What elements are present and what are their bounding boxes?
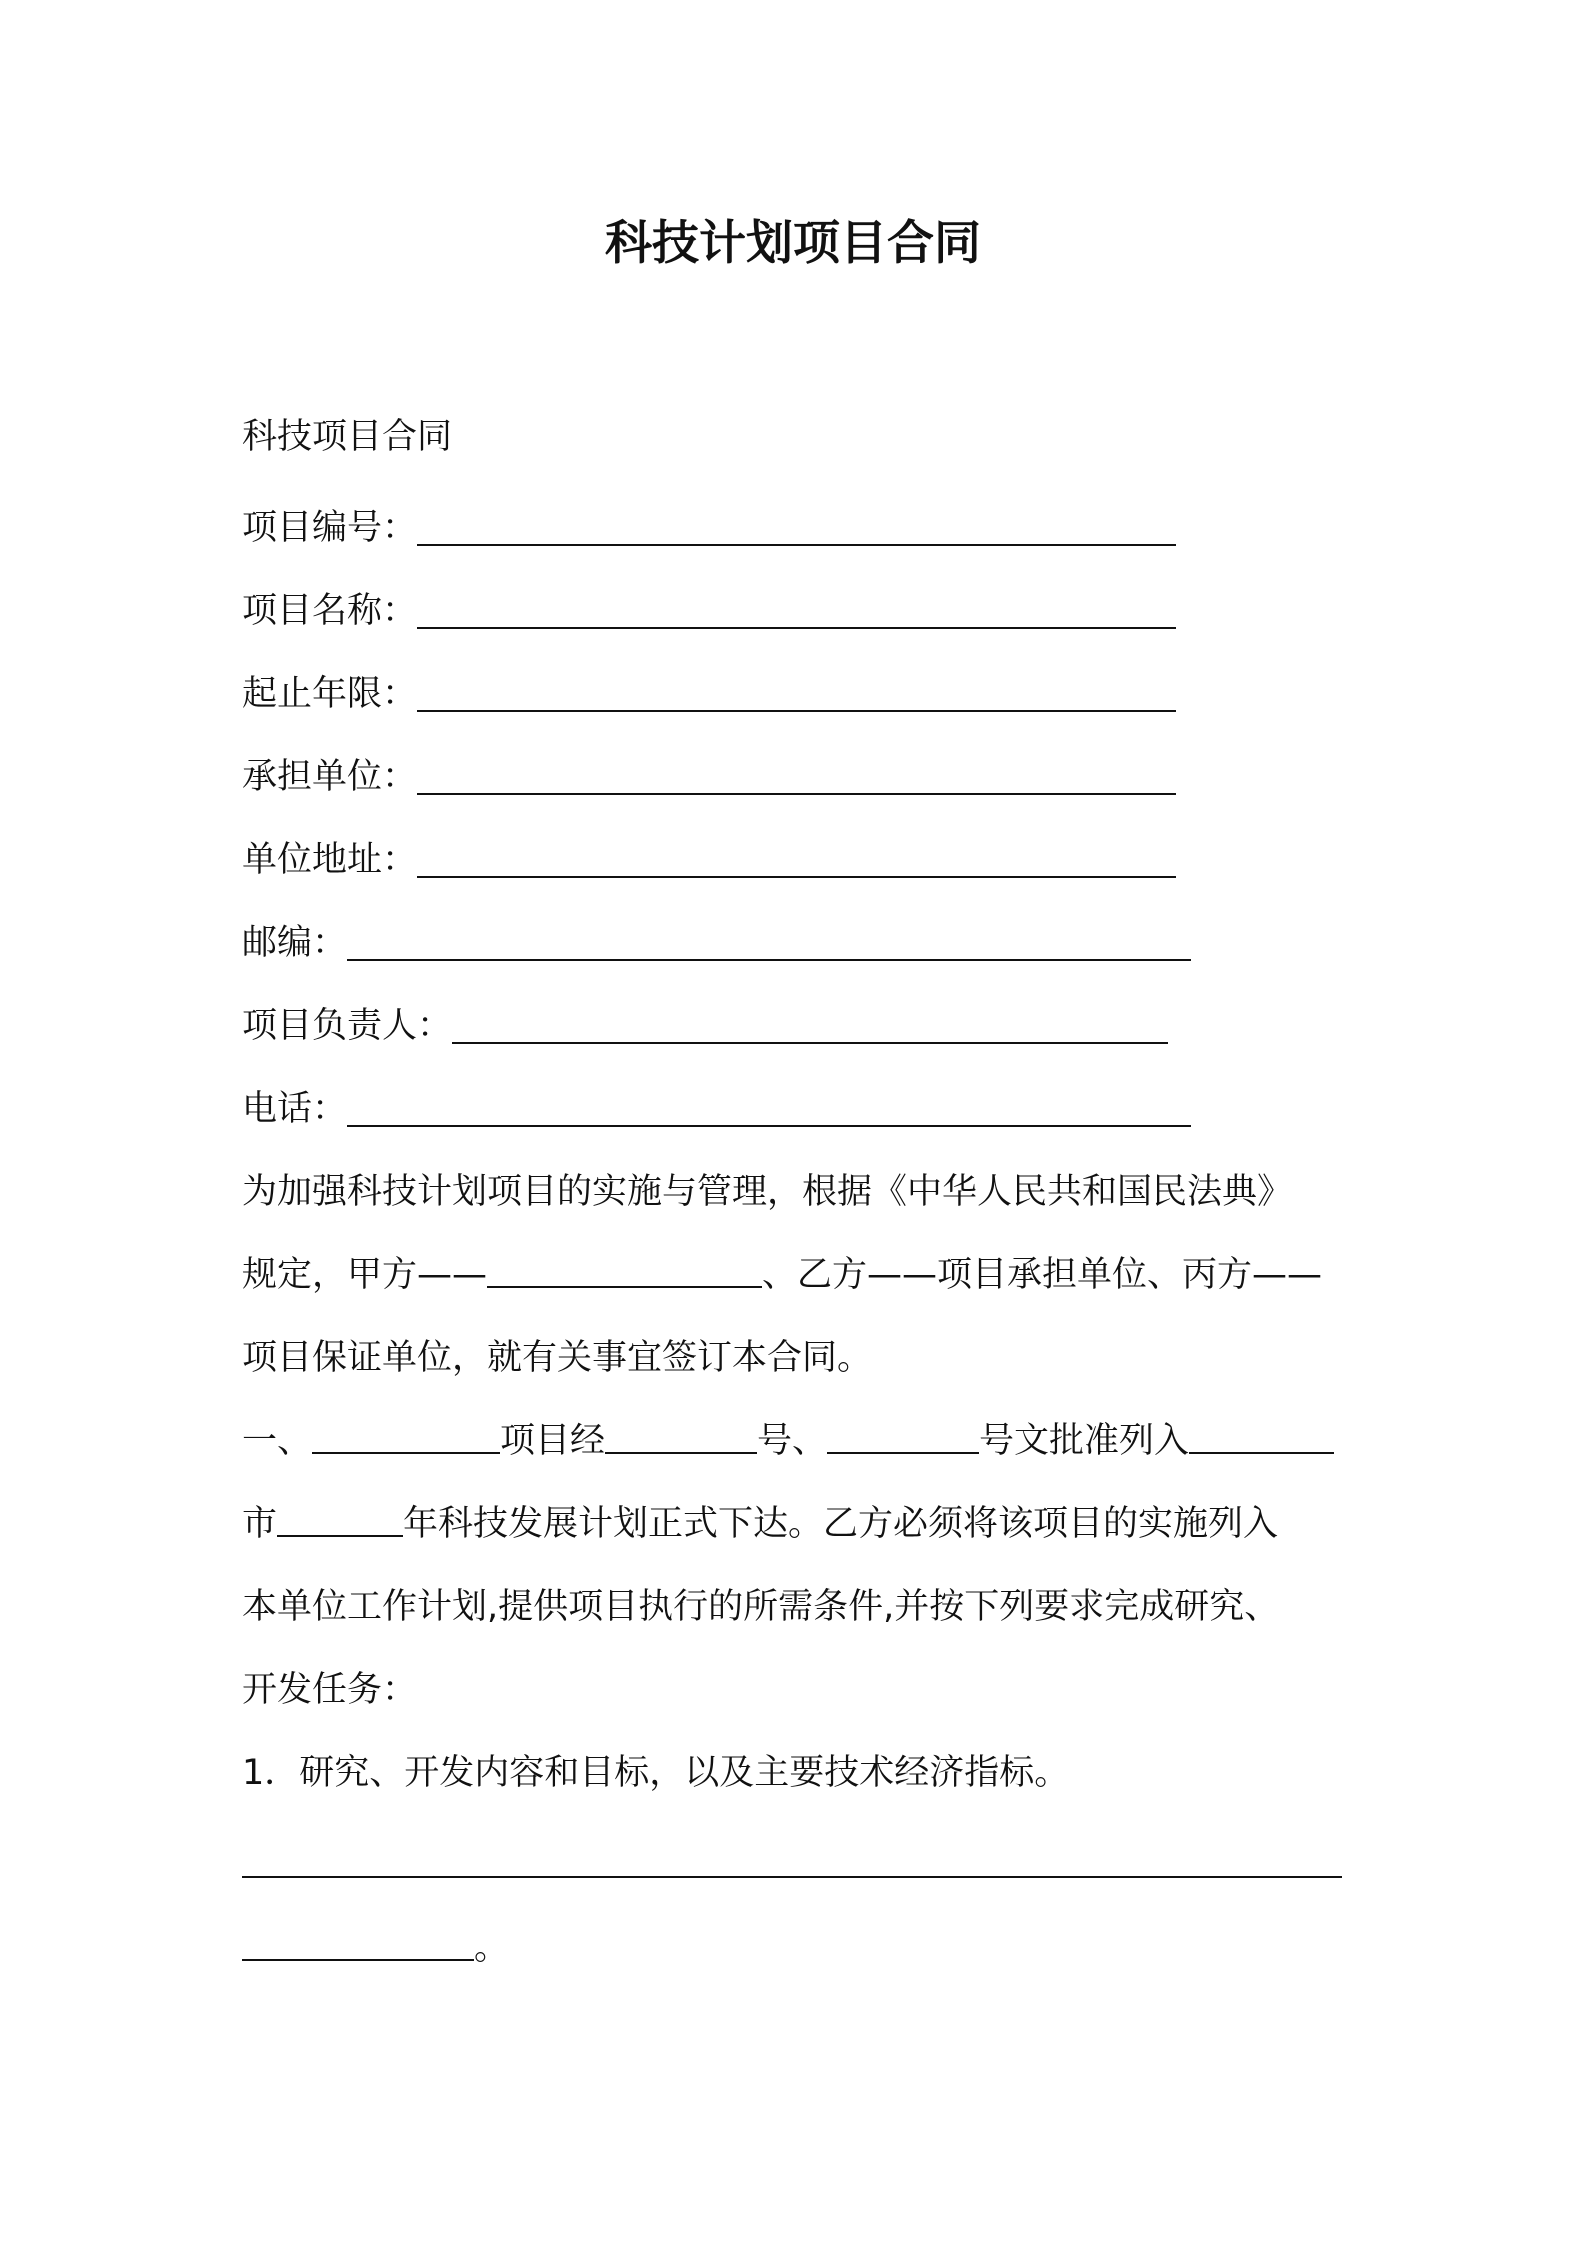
field-label: 项目编号： [242,508,418,548]
field-project-name [242,586,1362,636]
field-label: 承担单位： [242,757,418,797]
intro-line-2-part-a: 规定，甲方—— [242,1255,488,1295]
approval-blank-2[interactable] [605,1452,757,1454]
item1-end-mark: 。 [474,1928,510,1968]
intro-line-3: 项目保证单位，就有关事宜签订本合同。 [242,1338,873,1378]
unit-address-blank[interactable] [417,876,1176,878]
approval-blank-1[interactable] [312,1452,500,1454]
section1-text-b: 项目经 [500,1421,606,1461]
field-label: 项目负责人： [242,1006,453,1046]
field-undertaking-unit [242,752,1362,802]
phone-blank[interactable] [347,1125,1191,1127]
item1-answer-line-2 [242,1923,1362,1973]
field-project-number [242,503,1362,553]
approval-blank-4[interactable] [1189,1452,1334,1454]
field-project-leader [242,1001,1362,1051]
project-name-blank[interactable] [417,627,1176,629]
intro-line-1: 为加强科技计划项目的实施与管理，根据《中华人民共和国民法典》 [242,1172,1293,1212]
contract-subtitle: 科技项目合同 [242,417,453,457]
postcode-blank[interactable] [347,959,1191,961]
field-label: 电话： [242,1089,348,1129]
section1-text-e: 市 [242,1504,278,1544]
section1-line-2 [242,1499,1362,1549]
document-title: 科技计划项目合同 [605,216,981,271]
section1-line-3: 本单位工作计划,提供项目执行的所需条件,并按下列要求完成研究、 [242,1587,1280,1627]
field-postcode [242,918,1362,968]
field-label: 起止年限： [242,674,418,714]
intro-line-2-part-b: 、乙方——项目承担单位、丙方—— [762,1255,1323,1295]
year-blank[interactable] [277,1535,403,1537]
period-blank[interactable] [417,710,1176,712]
intro-line-2 [242,1250,1362,1300]
project-number-blank[interactable] [417,544,1176,546]
approval-blank-3[interactable] [827,1452,979,1454]
party-a-blank[interactable] [487,1286,762,1288]
section1-text-d: 号文批准列入 [979,1421,1190,1461]
item1-heading: 1．研究、开发内容和目标，以及主要技术经济指标。 [242,1753,1070,1793]
content-blank-2[interactable] [242,1959,474,1961]
field-period [242,669,1362,719]
item1-answer-line-1 [242,1840,1362,1890]
undertaking-unit-blank[interactable] [417,793,1176,795]
field-label: 项目名称： [242,591,418,631]
section1-number: 一、 [242,1421,313,1461]
field-label: 单位地址： [242,840,418,880]
field-phone [242,1084,1362,1134]
content-blank-1[interactable] [242,1876,1342,1878]
section1-line-1 [242,1416,1362,1466]
section1-text-f: 年科技发展计划正式下达。乙方必须将该项目的实施列入 [403,1504,1279,1544]
field-label: 邮编： [242,923,348,963]
project-leader-blank[interactable] [452,1042,1168,1044]
section1-line-4: 开发任务： [242,1670,418,1710]
field-unit-address [242,835,1362,885]
section1-text-c: 号、 [757,1421,828,1461]
